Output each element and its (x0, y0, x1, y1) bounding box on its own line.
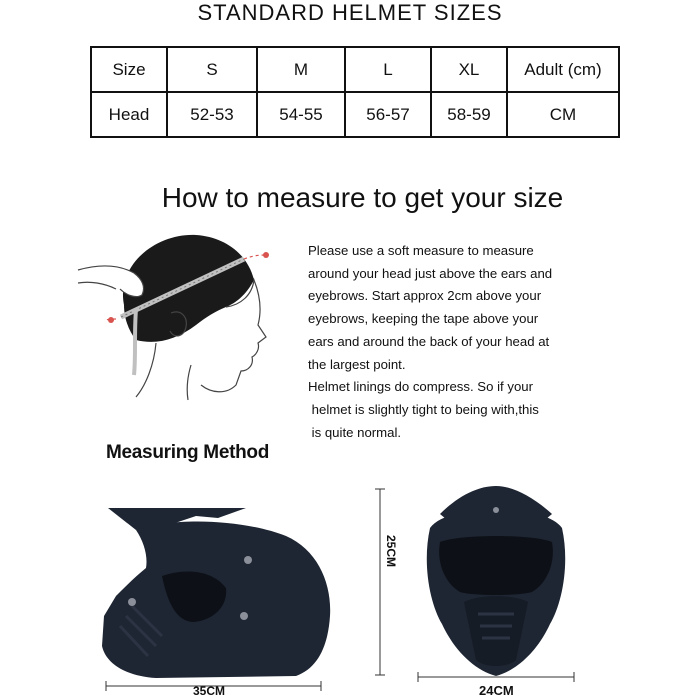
instruction-line: ears and around the back of your head at (308, 333, 550, 349)
length-dimension-label: 35CM (193, 684, 226, 698)
height-dimension-line (374, 487, 386, 677)
instruction-line: Please use a soft measure to measure (308, 243, 534, 258)
table-cell: Size (91, 47, 167, 92)
table-cell: 54-55 (257, 92, 345, 137)
instruction-line: is quite normal. (308, 424, 402, 440)
helmet-front-view (420, 484, 570, 680)
table-cell: L (345, 47, 431, 92)
table-cell: Head (91, 92, 167, 137)
width-dimension-label: 24CM (479, 683, 514, 698)
instruction-line: around your head just above the ears and (308, 265, 553, 281)
helmet-screw (493, 507, 499, 513)
table-cell: 58-59 (431, 92, 507, 137)
table-cell: M (257, 47, 345, 92)
helmet-eye-port (439, 536, 553, 595)
instructions-text (308, 240, 608, 444)
marker-dot (263, 252, 269, 258)
instruction-line: helmet is slightly tight to being with,this (308, 401, 539, 417)
page-title: STANDARD HELMET SIZES (197, 0, 503, 25)
table-cell: CM (507, 92, 619, 137)
helmet-side-view (96, 496, 336, 696)
table-header-row (91, 47, 619, 92)
helmet-screw (244, 556, 252, 564)
table-cell: Adult (cm) (507, 47, 619, 92)
table-cell: XL (431, 47, 507, 92)
instruction-line: eyebrows, keeping the tape above your (308, 311, 539, 327)
helmet-screw (128, 598, 136, 606)
width-dimension-line (416, 672, 576, 682)
table-cell: S (167, 47, 257, 92)
helmet-screw (240, 612, 248, 620)
table-cell: 56-57 (345, 92, 431, 137)
measuring-method-heading: Measuring Method (106, 442, 270, 463)
head-measure-illustration (76, 225, 276, 405)
marker-dot (108, 317, 114, 323)
tape-tail (134, 309, 136, 375)
table-cell: 52-53 (167, 92, 257, 137)
instruction-line: Helmet linings do compress. So if your (308, 379, 534, 395)
instruction-line: the largest point. (308, 356, 406, 372)
neck-outline (136, 343, 191, 400)
height-dimension-label: 25CM (384, 535, 398, 568)
table-row (91, 92, 619, 137)
measure-heading: How to measure to get your size (161, 182, 564, 213)
size-table (90, 46, 620, 138)
instruction-line: eyebrows. Start approx 2cm above your (308, 288, 542, 304)
